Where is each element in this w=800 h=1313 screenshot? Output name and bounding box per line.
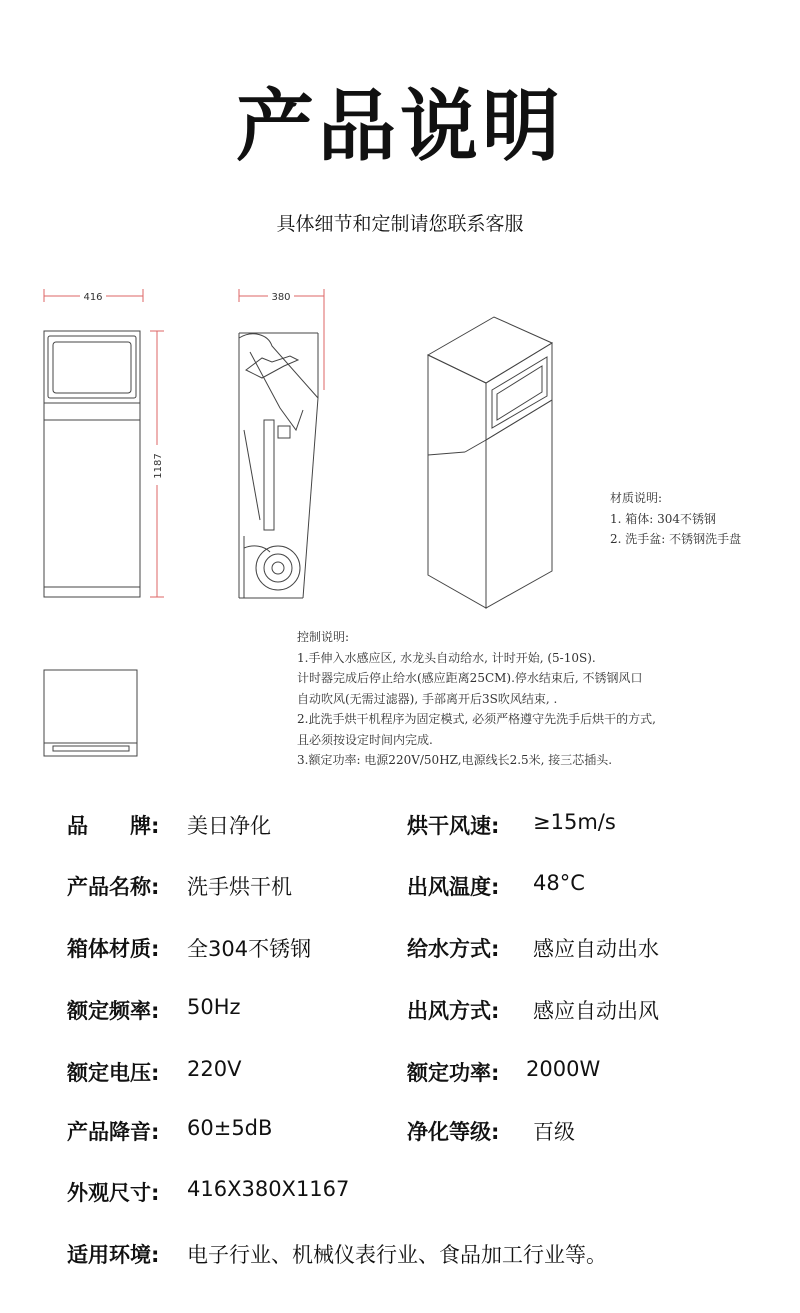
spec-value-clean-level: 百级 (533, 1120, 575, 1144)
spec-label-air-temp: 出风温度: (407, 875, 500, 899)
material-note-line: 1. 箱体: 304不锈钢 (610, 511, 717, 526)
spec-label-power: 额定功率: (407, 1061, 500, 1085)
spec-label-dry-speed: 烘干风速: (407, 814, 500, 838)
height-label: 1187 (153, 453, 164, 479)
spec-label-dimensions: 外观尺寸: (67, 1181, 160, 1205)
spec-value-brand: 美日净化 (187, 814, 271, 838)
spec-value-air-mode: 感应自动出风 (533, 999, 659, 1023)
control-note-line: 1.手伸入水感应区, 水龙头自动给水, 计时开始, (5-10S). (297, 650, 596, 665)
spec-value-water-mode: 感应自动出水 (533, 937, 659, 961)
side-width-label: 380 (271, 292, 291, 303)
spec-value-voltage: 220V (187, 1057, 242, 1081)
material-notes (610, 488, 741, 550)
material-note-line: 2. 洗手盆: 不锈钢洗手盘 (610, 532, 742, 546)
spec-value-frequency: 50Hz (187, 995, 241, 1019)
bottom-view (44, 670, 137, 756)
spec-label-environment: 适用环境: (67, 1243, 160, 1267)
spec-value-air-temp: 48°C (533, 871, 585, 895)
front-view (44, 331, 140, 597)
spec-label-noise: 产品降音: (67, 1120, 160, 1144)
spec-label-clean-level: 净化等级: (407, 1120, 500, 1144)
page-title: 产品说明 (235, 82, 564, 172)
spec-label-voltage: 额定电压: (67, 1061, 160, 1085)
front-width-label: 416 (83, 292, 103, 303)
control-note-line: 计时器完成后停止给水(感应距离25CM).停水结束后, 不锈钢风口 (297, 671, 643, 685)
spec-label-air-mode: 出风方式: (407, 999, 500, 1023)
control-notes (297, 627, 656, 771)
page-subtitle: 具体细节和定制请您联系客服 (276, 213, 524, 235)
spec-value-product-name: 洗手烘干机 (187, 875, 292, 899)
spec-value-environment: 电子行业、机械仪表行业、食品加工行业等。 (187, 1243, 607, 1267)
spec-label-frequency: 额定频率: (67, 999, 160, 1023)
spec-value-power: 2000W (526, 1057, 601, 1081)
spec-label-box-material: 箱体材质: (67, 937, 160, 961)
control-note-line: 2.此洗手烘干机程序为固定模式, 必须严格遵守先洗手后烘干的方式, (297, 712, 656, 726)
spec-label-brand: 品 牌: (67, 814, 160, 838)
control-note-line: 自动吹风(无需过滤器), 手部离开后3S吹风结束, . (297, 691, 558, 706)
spec-value-dry-speed: ≥15m/s (533, 810, 616, 834)
control-note-line: 且必须按设定时间内完成. (297, 732, 433, 747)
material-notes-heading: 材质说明: (610, 491, 663, 505)
spec-label-product-name: 产品名称: (67, 875, 160, 899)
isometric-view (428, 317, 552, 608)
control-note-line: 3.额定功率: 电源220V/50HZ,电源线长2.5米, 接三芯插头. (297, 753, 613, 767)
side-width-dimension (239, 289, 324, 390)
spec-value-noise: 60±5dB (187, 1116, 273, 1140)
spec-label-water-mode: 给水方式: (407, 937, 500, 961)
control-notes-heading: 控制说明: (297, 630, 350, 644)
spec-value-dimensions: 416X380X1167 (187, 1177, 350, 1201)
spec-value-box-material: 全304不锈钢 (187, 937, 312, 961)
side-view (239, 333, 318, 598)
